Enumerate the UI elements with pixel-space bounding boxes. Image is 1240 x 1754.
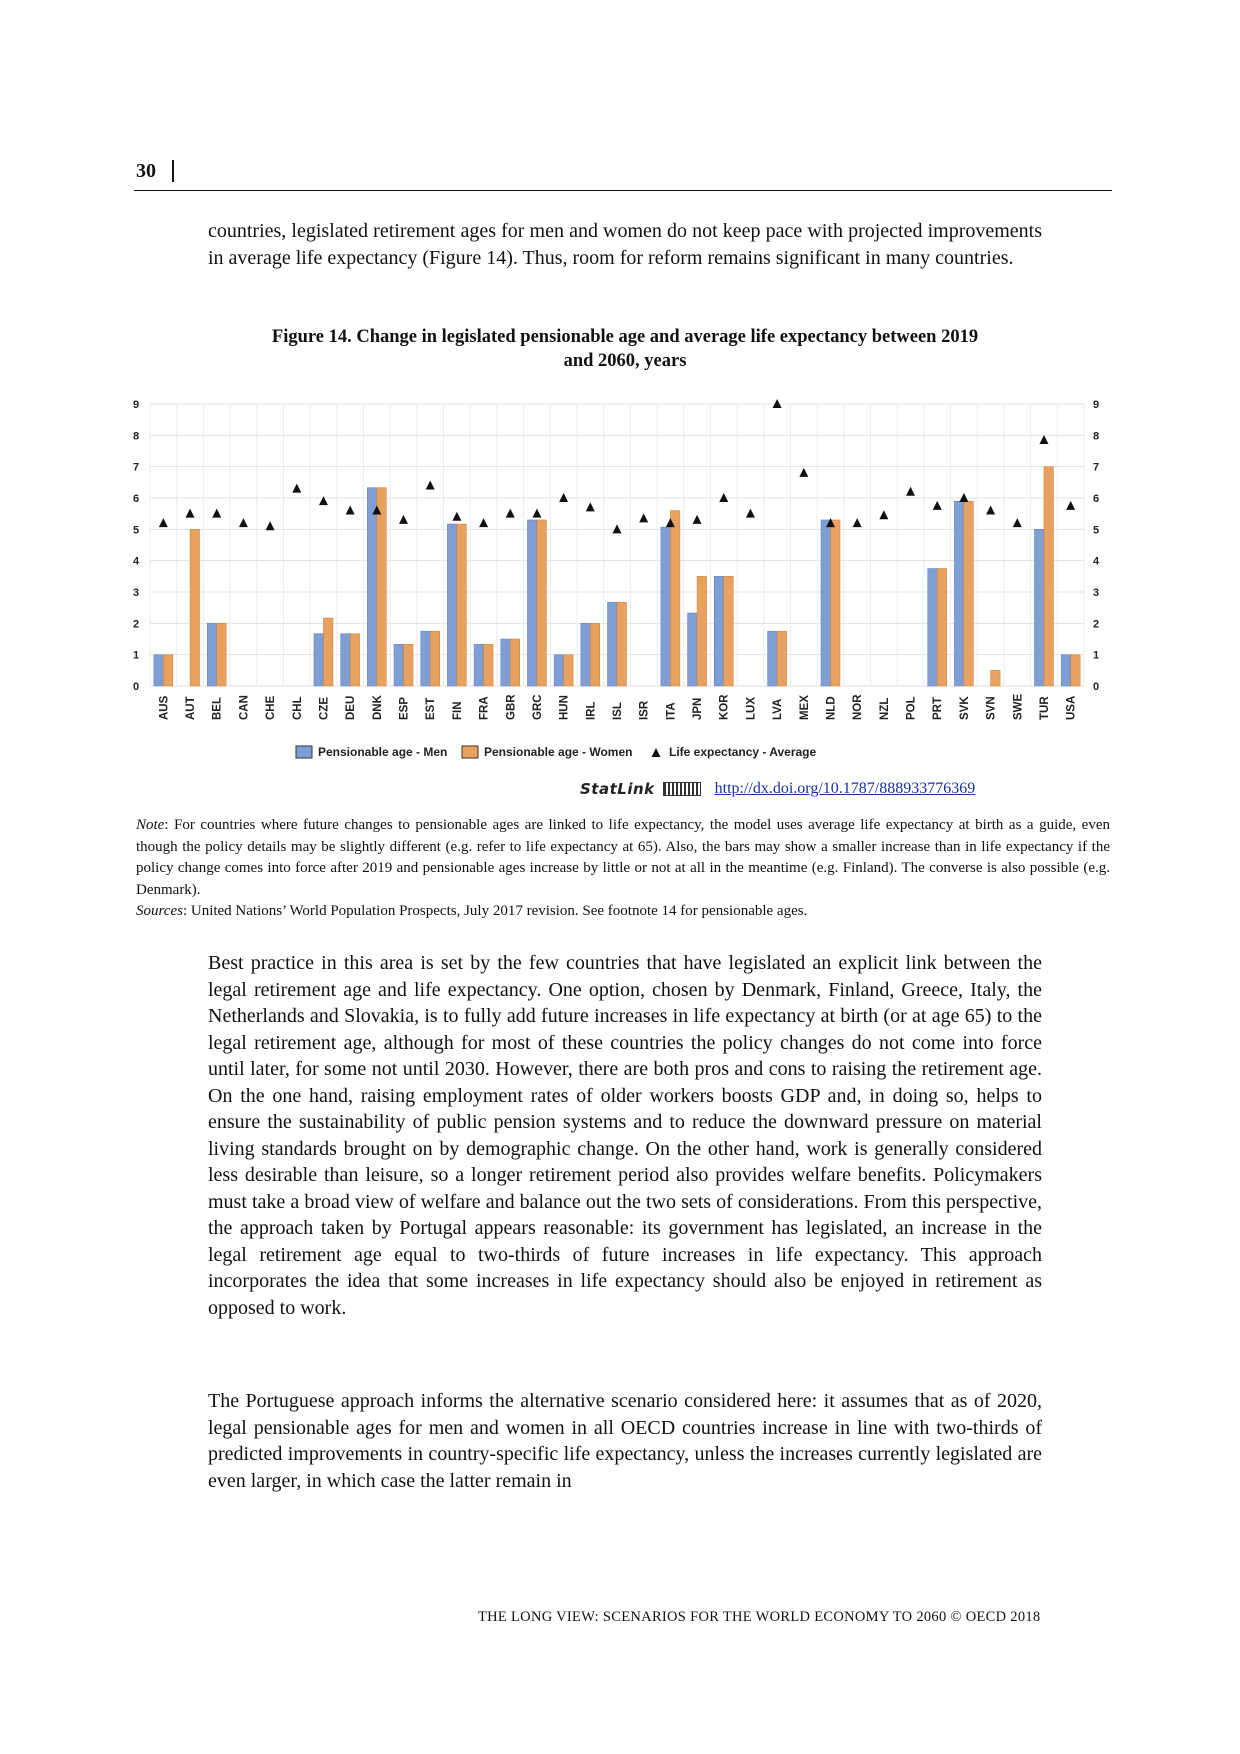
y-tick-label-right: 1	[1092, 649, 1100, 662]
body-paragraph-2: The Portuguese approach informs the alternative scenario considered here: it assumes that as of 2020, legal pensionable ages for men and women in all OECD countries increase in line with two-thirds of predicted improvements in country-specific life expectancy, unless the increases currently legislated are even larger, in which case the latter remain in	[208, 1390, 1042, 1492]
page-number: 30	[136, 160, 156, 182]
bar-women-ita	[670, 511, 680, 686]
x-tick-label-deu: DEU	[345, 695, 358, 720]
y-tick-label-right: 5	[1092, 524, 1100, 537]
bar-women-dnk	[377, 488, 387, 686]
bar-men-fra	[474, 644, 484, 686]
bar-women-irl	[590, 623, 600, 686]
marker-life-mex	[799, 468, 808, 477]
bar-women-bel	[217, 623, 227, 686]
marker-life-aut	[186, 509, 195, 518]
bar-women-hun	[564, 655, 574, 686]
y-tick-label-right: 3	[1092, 587, 1100, 599]
bar-men-isl	[608, 602, 618, 686]
marker-life-grc	[532, 509, 541, 518]
x-tick-label-usa: USA	[1065, 695, 1078, 720]
x-tick-label-aus: AUS	[158, 695, 171, 720]
marker-life-lux	[746, 509, 755, 518]
x-tick-label-isr: ISR	[638, 700, 651, 720]
x-tick-label-hun: HUN	[558, 695, 571, 720]
bar-women-kor	[724, 576, 734, 686]
y-tick-label-left: 8	[132, 430, 140, 443]
bar-men-est	[421, 631, 431, 686]
sources-label: Sources	[136, 903, 183, 919]
bar-women-fra	[484, 644, 494, 686]
y-tick-label-left: 9	[132, 399, 140, 411]
x-tick-label-grc: GRC	[531, 694, 544, 720]
marker-life-nor	[853, 518, 862, 527]
legend-label-women: Pensionable age - Women	[484, 745, 633, 759]
bar-women-est	[430, 631, 440, 686]
y-tick-label-right: 0	[1092, 681, 1100, 693]
sources-text: : United Nations’ World Population Prospects, July 2017 revision. See footnote 14 for pensionable ages.	[182, 903, 808, 919]
bar-men-bel	[207, 623, 217, 686]
bar-women-isl	[617, 602, 627, 686]
marker-life-isr	[639, 513, 648, 522]
bar-men-kor	[714, 576, 724, 686]
note-text: : For countries where future changes to pensionable ages are linked to life expectancy, the model uses average life expectancy at birth as a guide, even though the policy details may be slightly different (e.g. refer to life expectancy at 65). Also, the bars may show a smaller increase than in life expectancy if the policy change comes into force after 2019 and pensionable ages increase by little or not at all in the meantime (e.g. Finland). The converse is also possible (e.g. Denmark).	[136, 817, 1110, 898]
bar-men-irl	[581, 623, 591, 686]
marker-life-jpn	[693, 515, 702, 524]
y-tick-label-left: 6	[132, 493, 140, 505]
y-tick-label-right: 9	[1092, 399, 1100, 411]
x-tick-label-irl: IRL	[585, 701, 598, 720]
bar-men-lva	[768, 631, 778, 686]
x-tick-label-nor: NOR	[852, 694, 865, 720]
x-tick-label-est: EST	[425, 697, 438, 720]
bar-men-ita	[661, 527, 671, 686]
marker-life-gbr	[506, 509, 515, 518]
legend-swatch-women	[462, 746, 478, 758]
bar-women-svk	[964, 501, 974, 686]
x-tick-label-cze: CZE	[318, 697, 331, 720]
y-tick-label-left: 0	[132, 681, 140, 693]
marker-life-cze	[319, 496, 328, 505]
note-label: Note	[136, 817, 165, 833]
bar-men-hun	[554, 655, 564, 686]
marker-life-deu	[346, 506, 355, 515]
x-tick-label-svn: SVN	[985, 696, 998, 720]
x-tick-label-can: CAN	[238, 695, 251, 720]
marker-life-fin	[452, 512, 461, 521]
bar-women-esp	[404, 644, 414, 686]
x-tick-label-mex: MEX	[798, 695, 811, 720]
x-tick-label-prt: PRT	[932, 697, 945, 720]
body-paragraph-1: Best practice in this area is set by the few countries that have legislated an explicit link between the legal retirement age and life expectancy. One option, chosen by Denmark, Finland, Greece, Italy, the Netherlands and Slovakia, is to fully add future increases in life expectancy at birth (or at age 65) to the legal retirement age, although for most of these countries the policy changes do not come into force until later, for some not until 2030. However, there are both pros and cons to raising the retirement age. On the one hand, raising employment rates of older workers boosts GDP and, in doing so, helps to ensure the sustainability of public pension systems and to reduce the downward pressure on material living standards brought on by demographic change. On the other hand, work is generally considered less desirable than leisure, so a longer retirement period also provides welfare benefits. Policymakers must take a broad view of welfare and balance out the two sets of considerations. From this perspective, the approach taken by Portugal appears reasonable: its government has legislated, an increase in the legal retirement age equal to two-thirds of future increases in life expectancy. This approach incorporates the idea that some increases in life expectancy should also be enjoyed in retirement as opposed to work.	[208, 952, 1042, 1319]
marker-life-irl	[586, 502, 595, 511]
bar-women-jpn	[697, 576, 707, 686]
page-footer: THE LONG VIEW: SCENARIOS FOR THE WORLD ECONOMY TO 2060 © OECD 2018	[478, 1609, 1041, 1625]
figure-title-line-2: and 2060, years	[563, 351, 687, 371]
bar-men-prt	[928, 569, 938, 687]
marker-life-swe	[1013, 518, 1022, 527]
bar-men-grc	[527, 520, 537, 686]
bar-men-fin	[447, 524, 457, 686]
statlink-url-link[interactable]: http://dx.doi.org/10.1787/888933776369	[714, 780, 976, 797]
bar-women-lva	[777, 631, 787, 686]
y-tick-label-right: 6	[1092, 493, 1100, 505]
bar-men-gbr	[501, 639, 511, 686]
marker-life-aus	[159, 518, 168, 527]
x-tick-label-svk: SVK	[958, 696, 971, 720]
statlink-brand: StatLink	[580, 780, 655, 798]
x-tick-label-fin: FIN	[451, 701, 464, 720]
x-tick-label-fra: FRA	[478, 696, 491, 720]
y-tick-label-right: 4	[1092, 555, 1100, 568]
figure-title	[200, 325, 1050, 373]
y-tick-label-left: 2	[132, 618, 140, 631]
bar-men-svk	[954, 501, 964, 686]
y-tick-label-right: 8	[1092, 430, 1100, 443]
y-tick-label-right: 7	[1092, 461, 1100, 474]
marker-life-can	[239, 518, 248, 527]
x-tick-label-ita: ITA	[665, 702, 678, 720]
bar-men-deu	[341, 634, 351, 686]
x-tick-label-lva: LVA	[772, 698, 785, 720]
marker-life-usa	[1066, 501, 1075, 510]
marker-life-che	[266, 521, 275, 530]
header-rule	[134, 190, 1112, 191]
marker-life-esp	[399, 515, 408, 524]
bar-women-usa	[1071, 655, 1081, 686]
x-tick-label-nzl: NZL	[878, 697, 891, 720]
marker-life-fra	[479, 518, 488, 527]
marker-life-pol	[906, 487, 915, 496]
y-tick-label-right: 2	[1092, 618, 1100, 631]
bar-men-jpn	[688, 613, 698, 686]
figure-note	[136, 815, 1110, 923]
y-tick-label-left: 7	[132, 461, 140, 474]
x-tick-label-che: CHE	[265, 695, 278, 720]
marker-life-chl	[292, 484, 301, 493]
x-tick-label-nld: NLD	[825, 696, 838, 720]
bar-women-prt	[937, 569, 947, 687]
marker-life-tur	[1039, 435, 1048, 444]
bar-men-esp	[394, 644, 404, 686]
y-tick-label-left: 5	[132, 524, 140, 537]
marker-life-est	[426, 480, 435, 489]
bar-men-tur	[1034, 529, 1044, 686]
x-tick-label-swe: SWE	[1012, 693, 1025, 720]
statlink	[580, 780, 975, 798]
bar-men-aus	[154, 655, 164, 686]
x-tick-label-chl: CHL	[291, 696, 304, 720]
chart	[126, 392, 1116, 774]
x-tick-label-gbr: GBR	[505, 694, 518, 720]
y-tick-label-left: 4	[132, 555, 140, 568]
bar-men-usa	[1061, 655, 1071, 686]
bar-women-grc	[537, 520, 547, 686]
bar-men-cze	[314, 634, 324, 686]
y-tick-label-left: 1	[132, 649, 140, 662]
x-tick-label-bel: BEL	[211, 697, 224, 720]
marker-life-nzl	[879, 510, 888, 519]
bar-women-fin	[457, 524, 467, 686]
x-tick-label-jpn: JPN	[692, 697, 705, 720]
marker-life-isl	[613, 524, 622, 533]
legend-label-men: Pensionable age - Men	[318, 745, 448, 759]
marker-life-svn	[986, 506, 995, 515]
bar-women-aus	[163, 655, 173, 686]
marker-life-bel	[212, 509, 221, 518]
x-tick-label-isl: ISL	[612, 702, 624, 720]
bar-women-cze	[323, 618, 333, 686]
bar-women-deu	[350, 634, 360, 686]
x-tick-label-pol: POL	[905, 696, 918, 720]
x-tick-label-lux: LUX	[745, 697, 758, 720]
x-tick-label-tur: TUR	[1038, 696, 1051, 720]
x-tick-label-kor: KOR	[718, 694, 731, 720]
x-tick-label-aut: AUT	[185, 696, 198, 720]
bar-men-nld	[821, 520, 831, 686]
marker-life-prt	[933, 501, 942, 510]
bar-men-dnk	[367, 488, 377, 686]
page-number-separator	[172, 160, 174, 182]
statlink-logo-icon	[663, 782, 701, 796]
y-tick-label-left: 3	[132, 587, 140, 599]
bar-women-tur	[1044, 467, 1054, 686]
legend-label-life: Life expectancy - Average	[669, 745, 817, 759]
bar-women-nld	[830, 520, 840, 686]
bar-women-svn	[991, 670, 1001, 686]
x-tick-label-esp: ESP	[398, 696, 411, 720]
figure-title-line-1: Figure 14. Change in legislated pensionable age and average life expectancy between 2019	[271, 327, 979, 347]
bar-women-aut	[190, 529, 200, 686]
legend-swatch-men	[296, 746, 312, 758]
x-tick-label-dnk: DNK	[371, 695, 384, 720]
bar-women-gbr	[510, 639, 520, 686]
intro-paragraph: countries, legislated retirement ages for men and women do not keep pace with projected improvements in average life expectancy (Figure 14). Thus, room for reform remains significant in many countries.	[208, 220, 1042, 269]
legend-marker-life	[652, 748, 661, 757]
